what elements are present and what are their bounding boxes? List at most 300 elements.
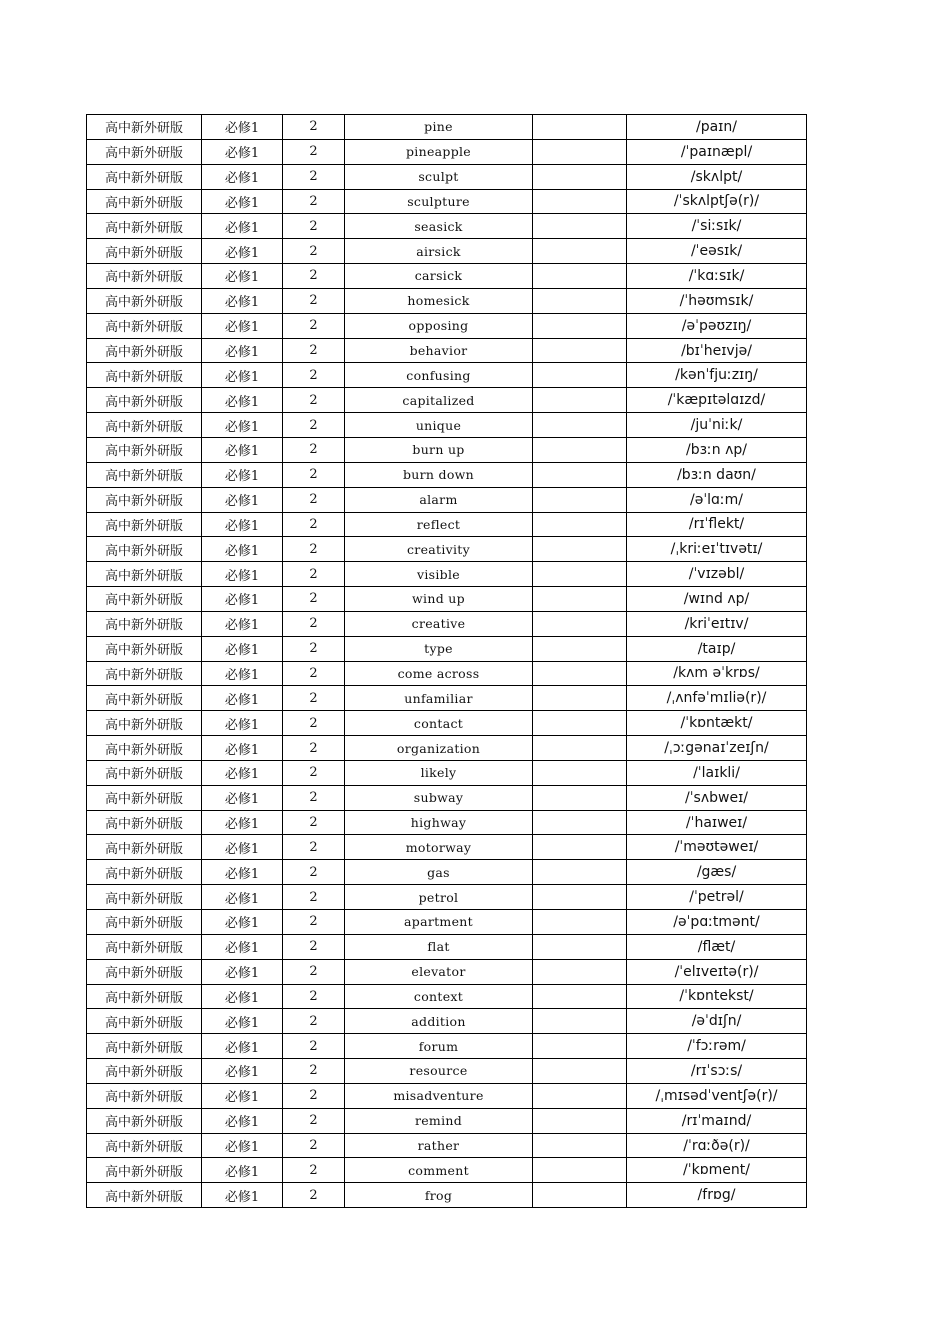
- word-cell: type: [345, 636, 533, 661]
- meaning-cell: [533, 1183, 627, 1208]
- phonetic-cell: /ˈsʌbweɪ/: [627, 785, 807, 810]
- table-row: [87, 338, 807, 363]
- unit-cell: 2: [283, 785, 345, 810]
- meaning-cell: [533, 1059, 627, 1084]
- unit-cell: 2: [283, 189, 345, 214]
- table-row: [87, 214, 807, 239]
- unit-cell: 2: [283, 1133, 345, 1158]
- module-cell: 必修1: [202, 462, 283, 487]
- phonetic-cell: /əˈlɑːm/: [627, 487, 807, 512]
- table-row: [87, 1083, 807, 1108]
- edition-cell: 高中新外研版: [87, 661, 202, 686]
- unit-cell: 2: [283, 264, 345, 289]
- unit-cell: 2: [283, 1034, 345, 1059]
- module-cell: 必修1: [202, 934, 283, 959]
- phonetic-cell: /rɪˈflekt/: [627, 512, 807, 537]
- meaning-cell: [533, 1034, 627, 1059]
- phonetic-cell: /bɜːn ʌp/: [627, 437, 807, 462]
- unit-cell: 2: [283, 959, 345, 984]
- meaning-cell: [533, 338, 627, 363]
- phonetic-cell: /ˈlaɪkli/: [627, 760, 807, 785]
- phonetic-cell: /skʌlpt/: [627, 164, 807, 189]
- meaning-cell: [533, 760, 627, 785]
- table-row: [87, 984, 807, 1009]
- table-row: [87, 139, 807, 164]
- word-cell: frog: [345, 1183, 533, 1208]
- unit-cell: 2: [283, 115, 345, 140]
- module-cell: 必修1: [202, 1108, 283, 1133]
- phonetic-cell: /ˌʌnfəˈmɪliə(r)/: [627, 686, 807, 711]
- phonetic-cell: /əˈpəʊzɪŋ/: [627, 313, 807, 338]
- phonetic-cell: /kʌm əˈkrɒs/: [627, 661, 807, 686]
- word-cell: sculpture: [345, 189, 533, 214]
- edition-cell: 高中新外研版: [87, 164, 202, 189]
- word-cell: rather: [345, 1133, 533, 1158]
- word-cell: petrol: [345, 885, 533, 910]
- table-row: [87, 636, 807, 661]
- meaning-cell: [533, 885, 627, 910]
- word-cell: confusing: [345, 363, 533, 388]
- edition-cell: 高中新外研版: [87, 760, 202, 785]
- edition-cell: 高中新外研版: [87, 1108, 202, 1133]
- meaning-cell: [533, 686, 627, 711]
- module-cell: 必修1: [202, 288, 283, 313]
- module-cell: 必修1: [202, 1183, 283, 1208]
- table-row: [87, 288, 807, 313]
- phonetic-cell: /frɒg/: [627, 1183, 807, 1208]
- table-row: [87, 115, 807, 140]
- unit-cell: 2: [283, 1183, 345, 1208]
- phonetic-cell: /ˈkɒntekst/: [627, 984, 807, 1009]
- edition-cell: 高中新外研版: [87, 437, 202, 462]
- word-cell: apartment: [345, 910, 533, 935]
- word-cell: highway: [345, 810, 533, 835]
- edition-cell: 高中新外研版: [87, 810, 202, 835]
- table-row: [87, 760, 807, 785]
- phonetic-cell: /ˈsiːsɪk/: [627, 214, 807, 239]
- word-cell: airsick: [345, 239, 533, 264]
- meaning-cell: [533, 562, 627, 587]
- module-cell: 必修1: [202, 437, 283, 462]
- table-row: [87, 239, 807, 264]
- phonetic-cell: /ˈkɒment/: [627, 1158, 807, 1183]
- phonetic-cell: /ˈpetrəl/: [627, 885, 807, 910]
- table-row: [87, 860, 807, 885]
- module-cell: 必修1: [202, 661, 283, 686]
- word-cell: remind: [345, 1108, 533, 1133]
- phonetic-cell: /ˈfɔːrəm/: [627, 1034, 807, 1059]
- edition-cell: 高中新外研版: [87, 711, 202, 736]
- edition-cell: 高中新外研版: [87, 363, 202, 388]
- meaning-cell: [533, 139, 627, 164]
- meaning-cell: [533, 214, 627, 239]
- phonetic-cell: /ˌmɪsədˈventʃə(r)/: [627, 1083, 807, 1108]
- vocabulary-table-body: [87, 115, 807, 1208]
- module-cell: 必修1: [202, 810, 283, 835]
- module-cell: 必修1: [202, 1133, 283, 1158]
- meaning-cell: [533, 736, 627, 761]
- word-cell: elevator: [345, 959, 533, 984]
- meaning-cell: [533, 1108, 627, 1133]
- module-cell: 必修1: [202, 189, 283, 214]
- meaning-cell: [533, 984, 627, 1009]
- module-cell: 必修1: [202, 562, 283, 587]
- phonetic-cell: /rɪˈsɔːs/: [627, 1059, 807, 1084]
- table-row: [87, 661, 807, 686]
- word-cell: homesick: [345, 288, 533, 313]
- phonetic-cell: /əˈpɑːtmənt/: [627, 910, 807, 935]
- edition-cell: 高中新外研版: [87, 785, 202, 810]
- edition-cell: 高中新外研版: [87, 959, 202, 984]
- module-cell: 必修1: [202, 139, 283, 164]
- word-cell: opposing: [345, 313, 533, 338]
- edition-cell: 高中新外研版: [87, 1158, 202, 1183]
- edition-cell: 高中新外研版: [87, 1009, 202, 1034]
- unit-cell: 2: [283, 288, 345, 313]
- module-cell: 必修1: [202, 835, 283, 860]
- edition-cell: 高中新外研版: [87, 487, 202, 512]
- unit-cell: 2: [283, 139, 345, 164]
- meaning-cell: [533, 239, 627, 264]
- word-cell: flat: [345, 934, 533, 959]
- edition-cell: 高中新外研版: [87, 413, 202, 438]
- unit-cell: 2: [283, 562, 345, 587]
- phonetic-cell: /kriˈeɪtɪv/: [627, 611, 807, 636]
- meaning-cell: [533, 785, 627, 810]
- edition-cell: 高中新外研版: [87, 835, 202, 860]
- unit-cell: 2: [283, 636, 345, 661]
- word-cell: context: [345, 984, 533, 1009]
- unit-cell: 2: [283, 313, 345, 338]
- table-row: [87, 1009, 807, 1034]
- word-cell: behavior: [345, 338, 533, 363]
- table-row: [87, 785, 807, 810]
- table-row: [87, 810, 807, 835]
- unit-cell: 2: [283, 1108, 345, 1133]
- word-cell: motorway: [345, 835, 533, 860]
- module-cell: 必修1: [202, 611, 283, 636]
- edition-cell: 高中新外研版: [87, 115, 202, 140]
- word-cell: contact: [345, 711, 533, 736]
- phonetic-cell: /ˈrɑːðə(r)/: [627, 1133, 807, 1158]
- word-cell: creativity: [345, 537, 533, 562]
- unit-cell: 2: [283, 984, 345, 1009]
- phonetic-cell: /ˈkɒntækt/: [627, 711, 807, 736]
- table-row: [87, 1108, 807, 1133]
- module-cell: 必修1: [202, 959, 283, 984]
- meaning-cell: [533, 189, 627, 214]
- module-cell: 必修1: [202, 885, 283, 910]
- word-cell: forum: [345, 1034, 533, 1059]
- module-cell: 必修1: [202, 313, 283, 338]
- edition-cell: 高中新外研版: [87, 512, 202, 537]
- module-cell: 必修1: [202, 115, 283, 140]
- edition-cell: 高中新外研版: [87, 1034, 202, 1059]
- module-cell: 必修1: [202, 1034, 283, 1059]
- edition-cell: 高中新外研版: [87, 736, 202, 761]
- table-row: [87, 835, 807, 860]
- table-row: [87, 1034, 807, 1059]
- table-row: [87, 1158, 807, 1183]
- table-row: [87, 164, 807, 189]
- unit-cell: 2: [283, 686, 345, 711]
- meaning-cell: [533, 363, 627, 388]
- word-cell: capitalized: [345, 388, 533, 413]
- unit-cell: 2: [283, 413, 345, 438]
- unit-cell: 2: [283, 164, 345, 189]
- meaning-cell: [533, 537, 627, 562]
- meaning-cell: [533, 934, 627, 959]
- phonetic-cell: /ˈhaɪweɪ/: [627, 810, 807, 835]
- module-cell: 必修1: [202, 413, 283, 438]
- edition-cell: 高中新外研版: [87, 537, 202, 562]
- unit-cell: 2: [283, 835, 345, 860]
- table-row: [87, 711, 807, 736]
- edition-cell: 高中新外研版: [87, 984, 202, 1009]
- edition-cell: 高中新外研版: [87, 885, 202, 910]
- module-cell: 必修1: [202, 587, 283, 612]
- table-row: [87, 1183, 807, 1208]
- word-cell: comment: [345, 1158, 533, 1183]
- word-cell: resource: [345, 1059, 533, 1084]
- edition-cell: 高中新外研版: [87, 139, 202, 164]
- word-cell: pine: [345, 115, 533, 140]
- module-cell: 必修1: [202, 1158, 283, 1183]
- word-cell: carsick: [345, 264, 533, 289]
- module-cell: 必修1: [202, 487, 283, 512]
- meaning-cell: [533, 288, 627, 313]
- module-cell: 必修1: [202, 338, 283, 363]
- phonetic-cell: /juˈniːk/: [627, 413, 807, 438]
- edition-cell: 高中新外研版: [87, 313, 202, 338]
- unit-cell: 2: [283, 661, 345, 686]
- edition-cell: 高中新外研版: [87, 189, 202, 214]
- table-row: [87, 189, 807, 214]
- phonetic-cell: /ˈpaɪnæpl/: [627, 139, 807, 164]
- phonetic-cell: /rɪˈmaɪnd/: [627, 1108, 807, 1133]
- edition-cell: 高中新外研版: [87, 636, 202, 661]
- unit-cell: 2: [283, 487, 345, 512]
- module-cell: 必修1: [202, 736, 283, 761]
- phonetic-cell: /paɪn/: [627, 115, 807, 140]
- table-row: [87, 413, 807, 438]
- table-row: [87, 934, 807, 959]
- meaning-cell: [533, 164, 627, 189]
- table-row: [87, 264, 807, 289]
- meaning-cell: [533, 959, 627, 984]
- table-row: [87, 959, 807, 984]
- meaning-cell: [533, 611, 627, 636]
- word-cell: addition: [345, 1009, 533, 1034]
- module-cell: 必修1: [202, 264, 283, 289]
- word-cell: gas: [345, 860, 533, 885]
- module-cell: 必修1: [202, 910, 283, 935]
- word-cell: alarm: [345, 487, 533, 512]
- table-row: [87, 587, 807, 612]
- vocabulary-table: [86, 114, 807, 1208]
- phonetic-cell: /ˈkæpɪtəlɑɪzd/: [627, 388, 807, 413]
- unit-cell: 2: [283, 810, 345, 835]
- unit-cell: 2: [283, 860, 345, 885]
- phonetic-cell: /ˌɔːgənaɪˈzeɪʃn/: [627, 736, 807, 761]
- table-row: [87, 885, 807, 910]
- table-row: [87, 487, 807, 512]
- edition-cell: 高中新外研版: [87, 562, 202, 587]
- edition-cell: 高中新外研版: [87, 462, 202, 487]
- word-cell: organization: [345, 736, 533, 761]
- phonetic-cell: /bɜːn daʊn/: [627, 462, 807, 487]
- edition-cell: 高中新外研版: [87, 288, 202, 313]
- meaning-cell: [533, 264, 627, 289]
- unit-cell: 2: [283, 462, 345, 487]
- module-cell: 必修1: [202, 760, 283, 785]
- module-cell: 必修1: [202, 1059, 283, 1084]
- word-cell: come across: [345, 661, 533, 686]
- module-cell: 必修1: [202, 984, 283, 1009]
- word-cell: unfamiliar: [345, 686, 533, 711]
- module-cell: 必修1: [202, 214, 283, 239]
- meaning-cell: [533, 487, 627, 512]
- module-cell: 必修1: [202, 164, 283, 189]
- meaning-cell: [533, 1133, 627, 1158]
- edition-cell: 高中新外研版: [87, 934, 202, 959]
- meaning-cell: [533, 910, 627, 935]
- meaning-cell: [533, 413, 627, 438]
- word-cell: unique: [345, 413, 533, 438]
- unit-cell: 2: [283, 587, 345, 612]
- word-cell: visible: [345, 562, 533, 587]
- edition-cell: 高中新外研版: [87, 214, 202, 239]
- phonetic-cell: /əˈdɪʃn/: [627, 1009, 807, 1034]
- edition-cell: 高中新外研版: [87, 239, 202, 264]
- edition-cell: 高中新外研版: [87, 587, 202, 612]
- unit-cell: 2: [283, 760, 345, 785]
- edition-cell: 高中新外研版: [87, 338, 202, 363]
- unit-cell: 2: [283, 537, 345, 562]
- meaning-cell: [533, 860, 627, 885]
- word-cell: likely: [345, 760, 533, 785]
- module-cell: 必修1: [202, 537, 283, 562]
- word-cell: pineapple: [345, 139, 533, 164]
- edition-cell: 高中新外研版: [87, 611, 202, 636]
- table-row: [87, 910, 807, 935]
- phonetic-cell: /kənˈfjuːzɪŋ/: [627, 363, 807, 388]
- meaning-cell: [533, 437, 627, 462]
- module-cell: 必修1: [202, 636, 283, 661]
- edition-cell: 高中新外研版: [87, 1133, 202, 1158]
- word-cell: burn down: [345, 462, 533, 487]
- meaning-cell: [533, 835, 627, 860]
- table-row: [87, 313, 807, 338]
- table-row: [87, 388, 807, 413]
- word-cell: reflect: [345, 512, 533, 537]
- meaning-cell: [533, 1083, 627, 1108]
- meaning-cell: [533, 810, 627, 835]
- meaning-cell: [533, 661, 627, 686]
- meaning-cell: [533, 636, 627, 661]
- unit-cell: 2: [283, 1083, 345, 1108]
- table-row: [87, 1059, 807, 1084]
- table-row: [87, 537, 807, 562]
- unit-cell: 2: [283, 885, 345, 910]
- edition-cell: 高中新外研版: [87, 388, 202, 413]
- module-cell: 必修1: [202, 1009, 283, 1034]
- word-cell: misadventure: [345, 1083, 533, 1108]
- module-cell: 必修1: [202, 388, 283, 413]
- module-cell: 必修1: [202, 860, 283, 885]
- phonetic-cell: /ˈelɪveɪtə(r)/: [627, 959, 807, 984]
- phonetic-cell: /ˈeəsɪk/: [627, 239, 807, 264]
- unit-cell: 2: [283, 1158, 345, 1183]
- phonetic-cell: /gæs/: [627, 860, 807, 885]
- table-row: [87, 462, 807, 487]
- phonetic-cell: /ˈskʌlptʃə(r)/: [627, 189, 807, 214]
- table-row: [87, 512, 807, 537]
- module-cell: 必修1: [202, 239, 283, 264]
- edition-cell: 高中新外研版: [87, 264, 202, 289]
- meaning-cell: [533, 587, 627, 612]
- unit-cell: 2: [283, 214, 345, 239]
- meaning-cell: [533, 1158, 627, 1183]
- phonetic-cell: /wɪnd ʌp/: [627, 587, 807, 612]
- meaning-cell: [533, 115, 627, 140]
- unit-cell: 2: [283, 239, 345, 264]
- meaning-cell: [533, 1009, 627, 1034]
- meaning-cell: [533, 313, 627, 338]
- phonetic-cell: /ˈvɪzəbl/: [627, 562, 807, 587]
- meaning-cell: [533, 388, 627, 413]
- phonetic-cell: /taɪp/: [627, 636, 807, 661]
- phonetic-cell: /flæt/: [627, 934, 807, 959]
- meaning-cell: [533, 711, 627, 736]
- table-row: [87, 1133, 807, 1158]
- table-row: [87, 736, 807, 761]
- unit-cell: 2: [283, 611, 345, 636]
- table-row: [87, 611, 807, 636]
- phonetic-cell: /ˈhəʊmsɪk/: [627, 288, 807, 313]
- unit-cell: 2: [283, 338, 345, 363]
- module-cell: 必修1: [202, 512, 283, 537]
- meaning-cell: [533, 462, 627, 487]
- module-cell: 必修1: [202, 1083, 283, 1108]
- unit-cell: 2: [283, 1059, 345, 1084]
- meaning-cell: [533, 512, 627, 537]
- word-cell: creative: [345, 611, 533, 636]
- module-cell: 必修1: [202, 686, 283, 711]
- unit-cell: 2: [283, 437, 345, 462]
- word-cell: sculpt: [345, 164, 533, 189]
- edition-cell: 高中新外研版: [87, 1083, 202, 1108]
- unit-cell: 2: [283, 512, 345, 537]
- edition-cell: 高中新外研版: [87, 686, 202, 711]
- phonetic-cell: /bɪˈheɪvjə/: [627, 338, 807, 363]
- word-cell: wind up: [345, 587, 533, 612]
- phonetic-cell: /ˈməʊtəweɪ/: [627, 835, 807, 860]
- module-cell: 必修1: [202, 363, 283, 388]
- edition-cell: 高中新外研版: [87, 1059, 202, 1084]
- edition-cell: 高中新外研版: [87, 1183, 202, 1208]
- table-row: [87, 437, 807, 462]
- unit-cell: 2: [283, 388, 345, 413]
- module-cell: 必修1: [202, 785, 283, 810]
- phonetic-cell: /ˌkriːeɪˈtɪvətɪ/: [627, 537, 807, 562]
- table-row: [87, 363, 807, 388]
- table-row: [87, 562, 807, 587]
- word-cell: burn up: [345, 437, 533, 462]
- unit-cell: 2: [283, 363, 345, 388]
- unit-cell: 2: [283, 711, 345, 736]
- edition-cell: 高中新外研版: [87, 910, 202, 935]
